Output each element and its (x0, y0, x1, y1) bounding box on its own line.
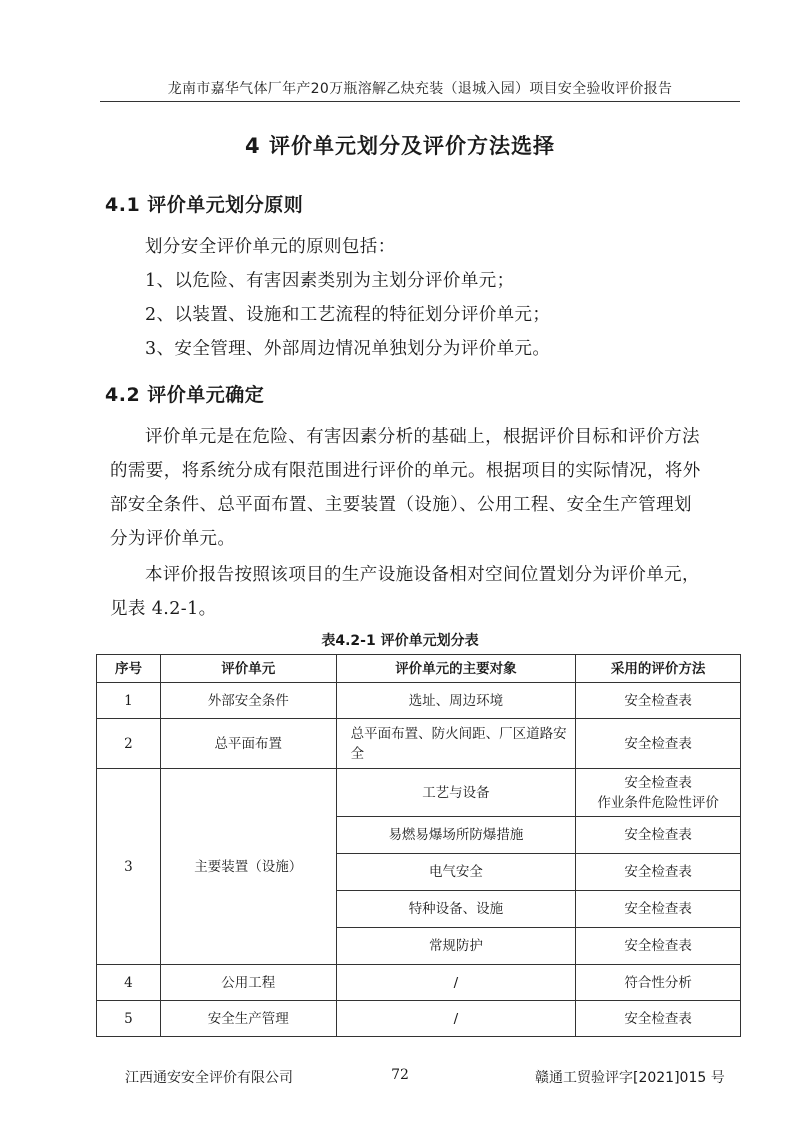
paragraph-line: 本评价报告按照该项目的生产设施设备相对空间位置划分为评价单元， (145, 565, 700, 585)
cell-objects: 选址、周边环境 (336, 683, 576, 719)
header-method: 采用的评价方法 (576, 655, 741, 683)
footer-company: 江西通安安全评价有限公司 (125, 1070, 293, 1086)
header-divider (100, 101, 740, 102)
table-row (97, 683, 741, 719)
cell-method: 安全检查表 (576, 891, 741, 928)
cell-unit: 安全生产管理 (160, 1001, 336, 1037)
cell-objects: / (336, 1001, 576, 1037)
cell-method: 安全检查表 (576, 817, 741, 854)
principle-item: 2、以装置、设施和工艺流程的特征划分评价单元； (145, 305, 551, 325)
section-title-4-1: 4.1 评价单元划分原则 (105, 194, 304, 216)
table-row (97, 769, 741, 817)
principle-item: 3、安全管理、外部周边情况单独划分为评价单元。 (145, 339, 551, 359)
cell-method: 安全检查表 (576, 719, 741, 769)
cell-objects: / (336, 965, 576, 1001)
cell-objects: 特种设备、设施 (336, 891, 576, 928)
section-title-4-2: 4.2 评价单元确定 (105, 384, 265, 406)
cell-unit: 外部安全条件 (160, 683, 336, 719)
principle-list (145, 230, 550, 366)
paragraph-line: 见表 4.2-1。 (110, 599, 217, 619)
chapter-title: 4 评价单元划分及评价方法选择 (245, 134, 555, 158)
header-objects: 评价单元的主要对象 (336, 655, 576, 683)
paragraph-line: 评价单元是在危险、有害因素分析的基础上，根据评价目标和评价方法 (145, 427, 700, 447)
footer-report-code: 赣通工贸验评字[2021]015 号 (535, 1070, 725, 1086)
principle-intro: 划分安全评价单元的原则包括： (145, 237, 396, 257)
table-row (97, 719, 741, 769)
cell-method: 安全检查表 (576, 1001, 741, 1037)
principle-item: 1、以危险、有害因素类别为主划分评价单元； (145, 271, 515, 291)
table-body (97, 683, 741, 1037)
cell-no: 5 (97, 1001, 161, 1037)
cell-unit: 公用工程 (160, 965, 336, 1001)
cell-no: 2 (97, 719, 161, 769)
cell-method: 符合性分析 (576, 965, 741, 1001)
header-unit: 评价单元 (160, 655, 336, 683)
cell-objects: 电气安全 (336, 854, 576, 891)
cell-method: 安全检查表 (576, 928, 741, 965)
cell-objects: 易燃易爆场所防爆措施 (336, 817, 576, 854)
table-row (97, 1001, 741, 1037)
cell-unit: 总平面布置 (160, 719, 336, 769)
cell-objects: 总平面布置、防火间距、厂区道路安全 (336, 719, 576, 769)
cell-no: 4 (97, 965, 161, 1001)
paragraph-line: 分为评价单元。 (110, 529, 236, 549)
cell-unit: 主要装置（设施） (160, 769, 336, 965)
paragraph-line: 的需要，将系统分成有限范围进行评价的单元。根据项目的实际情况，将外 (110, 461, 701, 481)
cell-objects: 工艺与设备 (336, 769, 576, 817)
header-no: 序号 (97, 655, 161, 683)
paragraph-definition (110, 420, 750, 556)
cell-no: 1 (97, 683, 161, 719)
cell-no: 3 (97, 769, 161, 965)
cell-method: 安全检查表 (576, 683, 741, 719)
evaluation-unit-table (96, 654, 741, 1037)
cell-method: 安全检查表 (576, 854, 741, 891)
table-header-row (97, 655, 741, 683)
cell-method: 安全检查表 作业条件危险性评价 (576, 769, 741, 817)
report-header: 龙南市嘉华气体厂年产20万瓶溶解乙炔充装（退城入园）项目安全验收评价报告 (167, 81, 673, 97)
cell-objects: 常规防护 (336, 928, 576, 965)
paragraph-reference (110, 558, 750, 626)
page-number: 72 (391, 1067, 409, 1083)
table-row (97, 965, 741, 1001)
paragraph-line: 部安全条件、总平面布置、主要装置（设施）、公用工程、安全生产管理划 (110, 495, 692, 515)
table-caption: 表4.2-1 评价单元划分表 (321, 633, 479, 649)
